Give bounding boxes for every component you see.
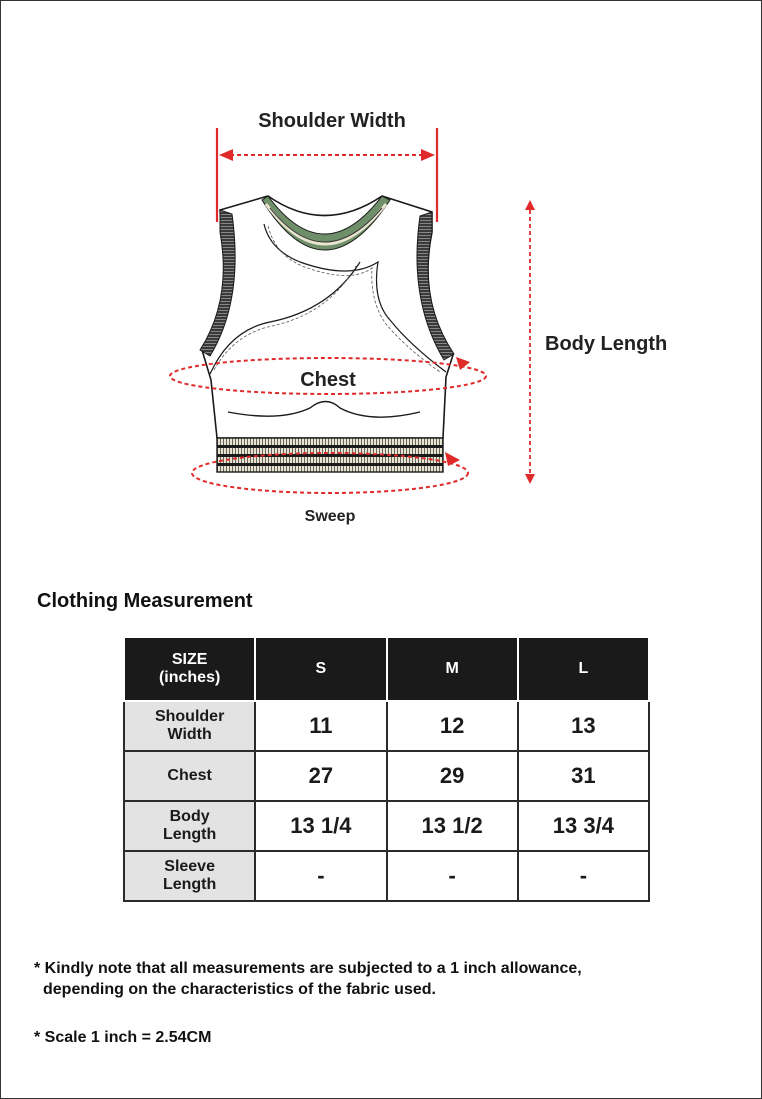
allowance-note [34, 958, 582, 1000]
size-s-header: S [255, 637, 386, 701]
shoulder-width-label: Shoulder Width [258, 110, 406, 132]
table-cell: 27 [255, 751, 386, 801]
body-length-measure [525, 200, 535, 484]
size-m-header: M [387, 637, 518, 701]
table-row-shoulder-width [124, 701, 649, 751]
section-title: Clothing Measurement [37, 590, 253, 612]
table-row-body-length [124, 801, 649, 851]
row-label: Body Length [124, 801, 255, 851]
table-cell: 13 3/4 [518, 801, 649, 851]
sweep-label: Sweep [304, 508, 356, 525]
table-cell: 13 1/4 [255, 801, 386, 851]
table-cell: - [518, 851, 649, 901]
table-cell: - [387, 851, 518, 901]
size-chart-table [123, 636, 650, 902]
table-cell: 13 1/2 [387, 801, 518, 851]
table-row-sleeve-length [124, 851, 649, 901]
size-l-header: L [518, 637, 649, 701]
tank-top-illustration [200, 196, 454, 472]
table-header-row [124, 637, 649, 701]
row-label: Sleeve Length [124, 851, 255, 901]
table-cell: 31 [518, 751, 649, 801]
table-cell: 13 [518, 701, 649, 751]
size-header-cell [124, 637, 255, 701]
row-label: Chest [124, 751, 255, 801]
allowance-note-line2: depending on the characteristics of the fabric used. [43, 981, 436, 998]
table-cell: 29 [387, 751, 518, 801]
size-header-unit: (inches) [158, 669, 221, 686]
table-cell: 11 [255, 701, 386, 751]
table-cell: 12 [387, 701, 518, 751]
row-label: Shoulder Width [124, 701, 255, 751]
scale-note: * Scale 1 inch = 2.54CM [34, 1029, 212, 1046]
size-header-label: SIZE [171, 651, 208, 668]
table-row-chest [124, 751, 649, 801]
table-cell: - [255, 851, 386, 901]
body-length-label: Body Length [545, 333, 668, 355]
allowance-note-line1: * Kindly note that all measurements are subjected to a 1 inch allowance, [34, 960, 582, 977]
chest-label: Chest [300, 369, 356, 391]
